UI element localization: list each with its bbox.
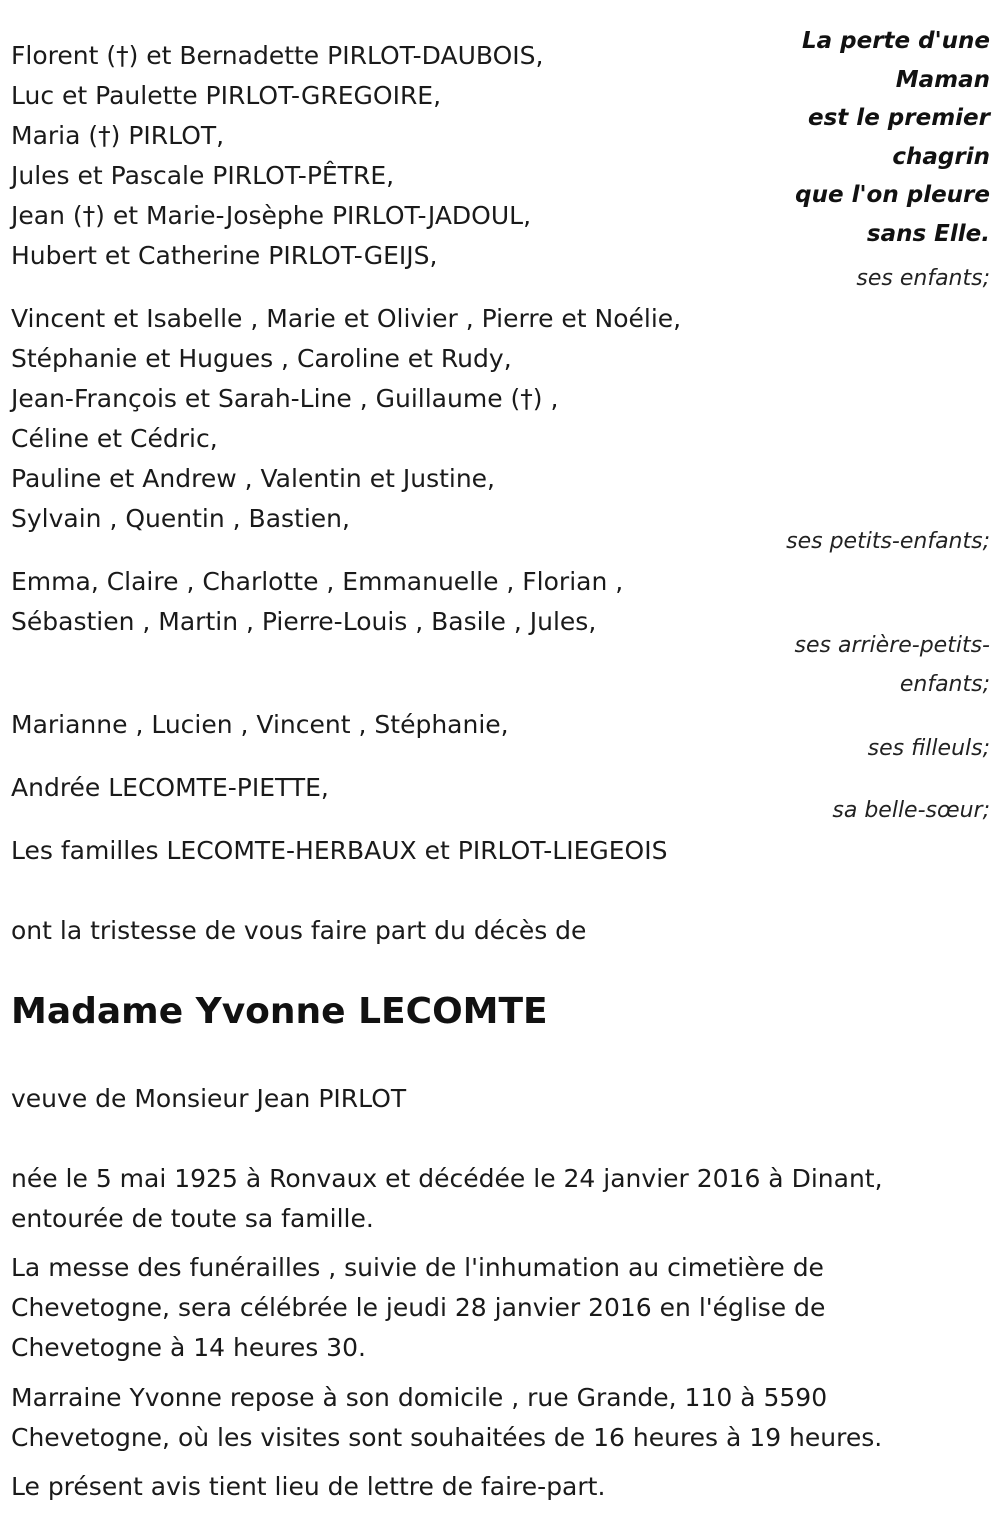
quote-line: est le premier bbox=[808, 105, 990, 131]
notice-closing: Le présent avis tient lieu de lettre de faire-part. bbox=[11, 1472, 606, 1501]
family-line: Les familles LECOMTE-HERBAUX et PIRLOT-LIEGEOIS bbox=[11, 836, 668, 865]
family-line: Pauline et Andrew , Valentin et Justine, bbox=[11, 464, 496, 493]
role-label: ses filleuls; bbox=[867, 736, 990, 761]
quote-line: sans Elle. bbox=[866, 220, 990, 247]
children-list bbox=[11, 36, 543, 276]
role-label: sa belle-sœur; bbox=[832, 798, 990, 823]
families bbox=[11, 831, 667, 871]
family-line: Stéphanie et Hugues , Caroline et Rudy, bbox=[11, 344, 512, 373]
deceased-name: Madame Yvonne LECOMTE bbox=[11, 991, 548, 1032]
family-line: Jean (†) et Marie-Josèphe PIRLOT-JADOUL, bbox=[11, 201, 532, 230]
widow-of-text: veuve de Monsieur Jean PIRLOT bbox=[11, 1084, 407, 1113]
quote-line: Maman bbox=[895, 66, 990, 93]
family-line: Marianne , Lucien , Vincent , Stéphanie, bbox=[11, 710, 509, 739]
visitation-details: Marraine Yvonne repose à son domicile , rue Grande, 110 à 5590 Chevetogne, où les visites sont souhaitées de 16 heures à 19 heures. bbox=[11, 1383, 883, 1452]
epitaph-quote bbox=[750, 22, 990, 253]
funeral-details: La messe des funérailles , suivie de l'inhumation au cimetière de Chevetogne, sera célébrée le jeudi 28 janvier 2016 en l'église de Chevetogne à 14 heures 30. bbox=[11, 1253, 826, 1362]
family-line: Maria (†) PIRLOT, bbox=[11, 121, 225, 150]
family-line: Jules et Pascale PIRLOT-PÊTRE, bbox=[11, 161, 395, 190]
role-great-grandchildren bbox=[730, 626, 990, 704]
role-grandchildren bbox=[730, 522, 990, 561]
birth-death-details: née le 5 mai 1925 à Ronvaux et décédée le 24 janvier 2016 à Dinant, entourée de toute sa famille. bbox=[11, 1164, 883, 1233]
family-line: Céline et Cédric, bbox=[11, 424, 218, 453]
widow-of bbox=[11, 1079, 406, 1119]
announcement-text: ont la tristesse de vous faire part du décès de bbox=[11, 916, 587, 945]
role-label: enfants; bbox=[899, 672, 990, 697]
family-line: Florent (†) et Bernadette PIRLOT-DAUBOIS, bbox=[11, 41, 544, 70]
family-line: Sylvain , Quentin , Bastien, bbox=[11, 504, 350, 533]
family-line: Jean-François et Sarah-Line , Guillaume (†) , bbox=[11, 384, 559, 413]
family-line: Vincent et Isabelle , Marie et Olivier , Pierre et Noélie, bbox=[11, 304, 682, 333]
role-godchildren bbox=[730, 729, 990, 768]
sister-in-law bbox=[11, 768, 329, 808]
quote-line: que l'on pleure bbox=[795, 182, 990, 208]
quote-line: chagrin bbox=[892, 143, 990, 170]
role-label: ses enfants; bbox=[856, 266, 990, 291]
quote-line: La perte d'une bbox=[801, 28, 990, 54]
godchildren-list bbox=[11, 705, 509, 745]
family-line: Hubert et Catherine PIRLOT-GEIJS, bbox=[11, 241, 438, 270]
family-line: Luc et Paulette PIRLOT-GREGOIRE, bbox=[11, 81, 442, 110]
grandchildren-list bbox=[11, 299, 681, 539]
role-label: ses petits-enfants; bbox=[786, 529, 990, 554]
family-line: Andrée LECOMTE-PIETTE, bbox=[11, 773, 329, 802]
role-label: ses arrière-petits- bbox=[794, 633, 990, 658]
announcement bbox=[11, 911, 586, 951]
role-sister-in-law bbox=[730, 791, 990, 830]
great-grandchildren-list bbox=[11, 562, 623, 642]
family-line: Sébastien , Martin , Pierre-Louis , Basile , Jules, bbox=[11, 607, 597, 636]
role-children bbox=[730, 259, 990, 298]
family-line: Emma, Claire , Charlotte , Emmanuelle , Florian , bbox=[11, 567, 624, 596]
